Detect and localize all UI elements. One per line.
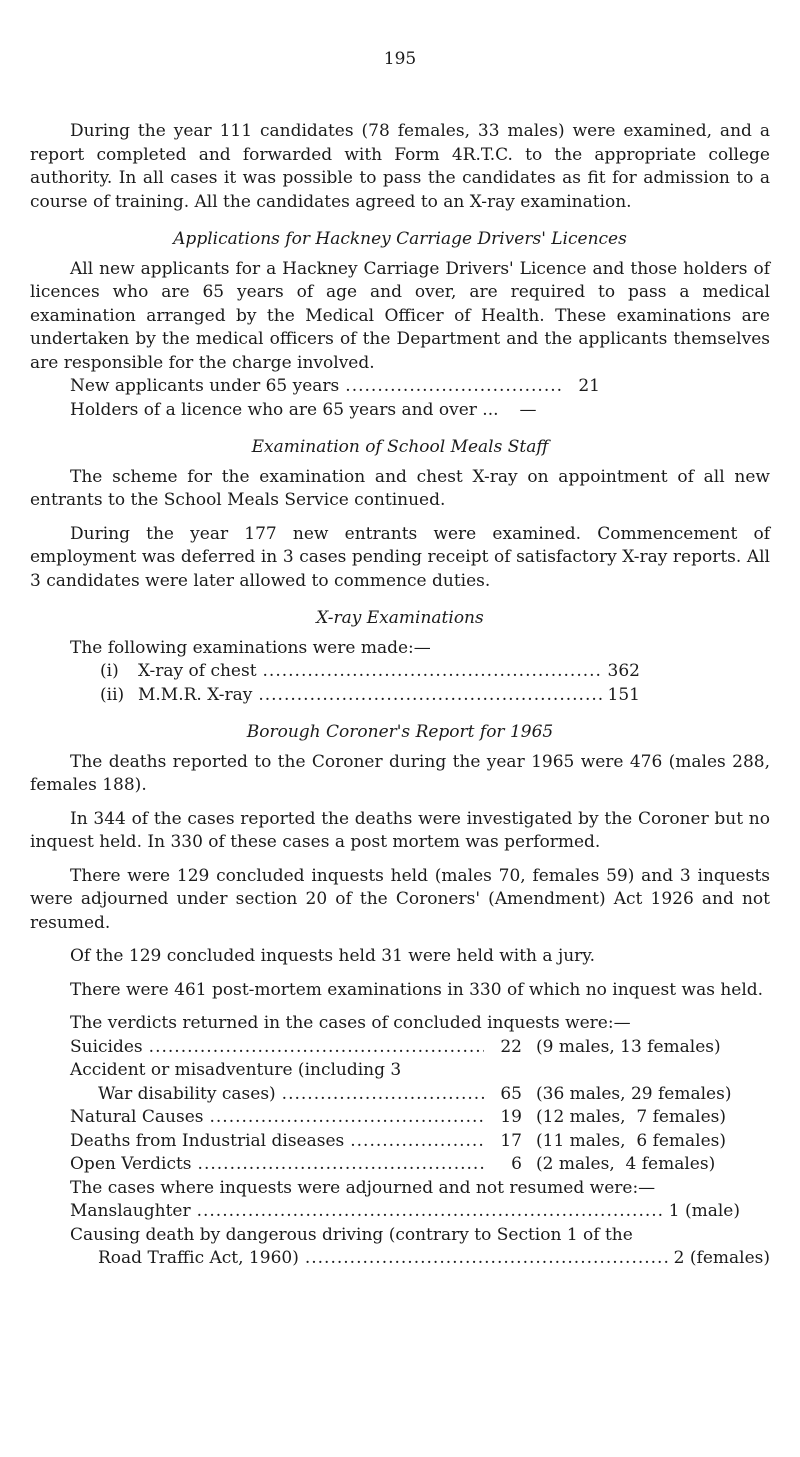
row-value: 21 <box>578 376 600 396</box>
verdict-detail: (36 males, 29 females) <box>536 1083 732 1104</box>
verdict-row-open <box>30 1153 770 1177</box>
coroner-paragraph-1: The deaths reported to the Coroner during the year 1965 were 476 (males 288, females 188). <box>30 751 770 795</box>
coroner-paragraph-5: There were 461 post-mortem examinations in 330 of which no inquest was held. <box>70 979 764 1000</box>
verdict-row-industrial <box>30 1130 770 1154</box>
verdict-row-suicides <box>30 1036 770 1060</box>
verdict-value: 17 <box>500 1130 522 1151</box>
row-value: 362 <box>607 661 640 681</box>
page-number: 195 <box>383 49 417 69</box>
xray-heading: X-ray Examinations <box>316 608 484 628</box>
verdict-label-continued: War disability cases) <box>98 1083 276 1104</box>
leader-dots <box>198 1153 484 1177</box>
row-value: — <box>519 399 537 420</box>
coroner-paragraph-4: Of the 129 concluded inquests held 31 were held with a jury. <box>70 946 596 966</box>
leader-dots <box>345 375 564 399</box>
coroner-heading: Borough Coroner's Report for 1965 <box>246 722 554 742</box>
verdict-label: Accident or misadventure (including 3 <box>70 1060 402 1080</box>
adjourned-value: 2 (females) <box>673 1248 770 1268</box>
verdict-detail: (9 males, 13 females) <box>536 1036 721 1057</box>
coroner-paragraph-2: In 344 of the cases reported the deaths were investigated by the Coroner but no inquest held. In 330 of these cases a post mortem was performed. <box>30 808 770 852</box>
adjourned-label: Manslaughter <box>70 1201 191 1221</box>
row-label: Holders of a licence who are 65 years and over ... <box>70 399 499 420</box>
xray-row-chest <box>30 660 770 684</box>
school-meals-heading: Examination of School Meals Staff <box>251 437 549 457</box>
leader-dots <box>350 1130 484 1154</box>
verdict-row-accident-line1 <box>30 1059 770 1083</box>
verdict-label: Deaths from Industrial diseases <box>70 1130 345 1151</box>
adjourned-label-continued: Road Traffic Act, 1960) <box>98 1248 299 1268</box>
row-label: M.M.R. X-ray <box>138 684 253 705</box>
verdict-value: 6 <box>511 1154 522 1174</box>
school-meals-paragraph-1: The scheme for the examination and chest X-ray on appointment of all new entrants to the School Meals Service continued. <box>30 466 770 510</box>
verdict-label: Open Verdicts <box>70 1154 192 1174</box>
row-value: 151 <box>607 684 640 705</box>
leader-dots <box>258 684 601 708</box>
page-content <box>30 120 770 1271</box>
leader-dots <box>149 1036 484 1060</box>
adjourned-label: Causing death by dangerous driving (contrary to Section 1 of the <box>70 1224 633 1245</box>
verdict-detail: (2 males, 4 females) <box>536 1154 716 1174</box>
adjourned-value: 1 (male) <box>668 1201 740 1221</box>
row-number: (ii) <box>100 684 125 705</box>
adjourned-row-driving-line1 <box>30 1224 770 1248</box>
verdict-value: 19 <box>500 1107 522 1127</box>
adjourned-intro: The cases where inquests were adjourned and not resumed were:— <box>70 1177 656 1198</box>
hackney-row-new <box>30 375 770 399</box>
row-number: (i) <box>100 661 119 681</box>
hackney-row-holders <box>30 399 770 423</box>
verdict-value: 22 <box>500 1036 522 1057</box>
verdict-value: 65 <box>500 1083 522 1104</box>
intro-paragraph: During the year 111 candidates (78 females, 33 males) were examined, and a report completed and forwarded with Form 4R.T.C. to the appropriate college authority. In all cases it was possible to pass the candidates as fit for admission to a course of training. All the candidates agreed to an X-ray examination. <box>30 121 770 212</box>
leader-dots <box>282 1083 484 1107</box>
verdicts-intro: The verdicts returned in the cases of concluded inquests were:— <box>70 1013 631 1033</box>
verdict-detail: (11 males, 6 females) <box>536 1130 727 1151</box>
adjourned-row-manslaughter <box>30 1200 770 1224</box>
hackney-paragraph: All new applicants for a Hackney Carriage Drivers' Licence and those holders of licences who are 65 years of age and over, are required to pass a medical examination arranged by the Medical Officer of Health. These examinations are undertaken by the medical officers of the Department and the applicants themselves are responsible for the charge involved. <box>30 258 770 373</box>
school-meals-paragraph-2: During the year 177 new entrants were examined. Commencement of employment was deferred in 3 cases pending receipt of satisfactory X-ray reports. All 3 candidates were later allowed to commence duties. <box>30 523 770 591</box>
leader-dots <box>210 1106 485 1130</box>
verdict-row-natural <box>30 1106 770 1130</box>
hackney-heading: Applications for Hackney Carriage Drivers' Licences <box>173 229 627 249</box>
leader-dots <box>197 1200 663 1224</box>
leader-dots <box>305 1247 668 1271</box>
verdict-row-accident <box>30 1083 770 1107</box>
leader-dots <box>263 660 602 684</box>
xray-intro: The following examinations were made:— <box>70 637 431 658</box>
adjourned-row-driving <box>30 1247 770 1271</box>
verdict-label: Natural Causes <box>70 1107 204 1127</box>
verdict-label: Suicides <box>70 1036 143 1057</box>
row-label: X-ray of chest <box>138 661 257 681</box>
coroner-paragraph-3: There were 129 concluded inquests held (males 70, females 59) and 3 inquests were adjourned under section 20 of the Coroners' (Amendment) Act 1926 and not resumed. <box>30 865 770 933</box>
xray-row-mmr <box>30 684 770 708</box>
verdict-detail: (12 males, 7 females) <box>536 1107 727 1127</box>
row-label: New applicants under 65 years <box>70 376 340 396</box>
